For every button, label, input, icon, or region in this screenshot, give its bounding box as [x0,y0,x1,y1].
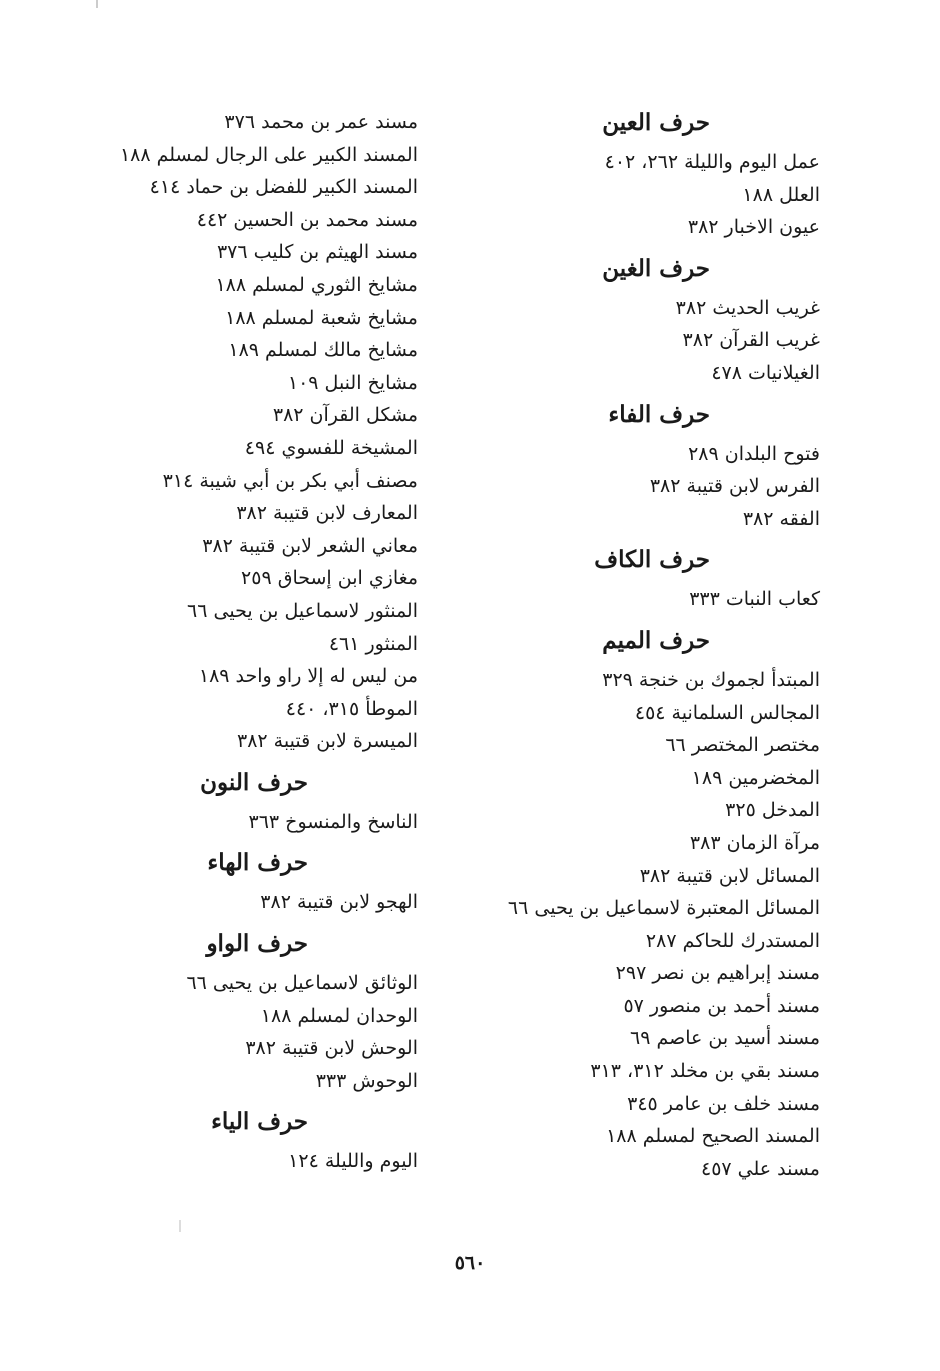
index-entry: مشايخ الثوري لمسلم ١٨٨ [215,273,418,296]
index-entry: المخضرمين ١٨٩ [691,766,820,789]
index-entry: من ليس له إلا راو واحد ١٨٩ [198,665,418,688]
index-entry: الفرس لابن قتيبة ٣٨٢ [649,475,820,498]
index-entry: مغازي ابن إسحاق ٢٥٩ [241,567,418,590]
index-entry: المنثور لاسماعيل بن يحيى ٦٦ [187,599,418,622]
index-entry: مسند علي ٤٥٧ [700,1157,820,1180]
index-entry: مشايخ النبل ١٠٩ [287,371,418,394]
index-entry: غريب الحديث ٣٨٢ [675,296,820,319]
index-entry: مسند أسيد بن عاصم ٦٩ [630,1027,820,1050]
index-entry: المعارف لابن قتيبة ٣٨٢ [236,502,418,525]
index-entry: الميسرة لابن قتيبة ٣٨٢ [237,730,418,753]
left-column [58,106,418,1178]
page-number: ٥٦٠ [454,1252,486,1274]
index-entry: مصنف أبي بكر بن أبي شيبة ٣١٤ [162,469,418,492]
section-heading: حرف الميم [602,626,710,654]
index-entry: عمل اليوم والليلة ٢٦٢، ٤٠٢ [604,151,820,173]
index-entry: مسند محمد بن الحسين ٤٤٢ [196,208,418,231]
index-entry: مشايخ مالك لمسلم ١٨٩ [228,339,418,362]
index-entry: الفقه ٣٨٢ [742,507,820,530]
index-entry: غريب القرآن ٣٨٢ [682,329,820,352]
index-entry: مشايخ شعبة لمسلم ١٨٨ [225,306,418,329]
index-entry: مسند عمر بن محمد ٣٧٦ [224,111,418,133]
index-entry: الوحوش ٣٣٣ [315,1069,418,1092]
section-heading: حرف الفاء [608,400,710,428]
index-entry: مسند بقي بن مخلد ٣١٢، ٣١٣ [590,1060,820,1083]
index-entry: المنثور ٤٦١ [328,632,418,655]
index-entry: الوحش لابن قتيبة ٣٨٢ [245,1037,418,1060]
index-entry: مسند خلف بن عامر ٣٤٥ [627,1092,820,1115]
index-entry: المسائل المعتبرة لاسماعيل بن يحيى ٦٦ [507,897,820,920]
index-entry: مشكل القرآن ٣٨٢ [272,404,418,427]
section-heading: حرف الواو [206,930,308,958]
section-heading: حرف الهاء [207,849,308,877]
index-entry: المشيخة للفسوي ٤٩٤ [244,436,418,459]
index-entry: الموطأ ٣١٥، ٤٤٠ [285,697,418,720]
index-entry: مسند الهيثم بن كليب ٣٧٦ [216,241,418,264]
section-heading: حرف النون [200,768,308,796]
section-heading: حرف الياء [211,1108,308,1136]
index-entry: فتوح البلدان ٢٨٩ [688,442,820,465]
index-entry: المسند الكبير على الرجال لمسلم ١٨٨ [119,143,418,166]
index-entry: الناسخ والمنسوخ ٣٦٣ [248,810,418,833]
index-entry: عيون الاخبار ٣٨٢ [687,216,820,239]
index-entry: الهجو لابن قتيبة ٣٨٢ [260,891,418,914]
section-heading: حرف العين [602,109,710,136]
index-entry: المستدرك للحاكم ٢٨٧ [645,929,820,952]
index-entry: مسند أحمد بن منصور ٥٧ [623,994,820,1017]
index-entry: مرآة الزمان ٣٨٣ [689,831,820,854]
index-entry: المسند الكبير للفضل بن حماد ٤١٤ [149,176,418,199]
index-entry: المجالس السلمانية ٤٥٤ [634,701,820,724]
index-entry: كعاب النبات ٣٣٣ [689,588,820,611]
right-column [460,106,820,1185]
index-entry: المدخل ٣٢٥ [725,799,820,822]
section-heading: حرف الغين [602,254,710,282]
index-entry: اليوم والليلة ١٢٤ [288,1150,418,1173]
index-entry: الوثائق لاسماعيل بن يحيى ٦٦ [186,972,418,995]
index-entry: المبتدأ لجموك بن خنجة ٣٢٩ [602,668,820,691]
index-entry: الوحدان لمسلم ١٨٨ [260,1004,418,1027]
index-entry: مختصر المختصر ٦٦ [665,734,820,757]
index-entry: مسند إبراهيم بن نصر ٢٩٧ [615,962,820,985]
index-entry: الغيلانيات ٤٧٨ [711,361,820,384]
index-entry: المسائل لابن قتيبة ٣٨٢ [639,864,820,887]
index-entry: معاني الشعر لابن قتيبة ٣٨٢ [202,534,418,557]
index-entry: العلل ١٨٨ [742,183,820,206]
section-heading: حرف الكاف [594,546,710,574]
index-entry: المسند الصحيح لمسلم ١٨٨ [606,1125,820,1148]
